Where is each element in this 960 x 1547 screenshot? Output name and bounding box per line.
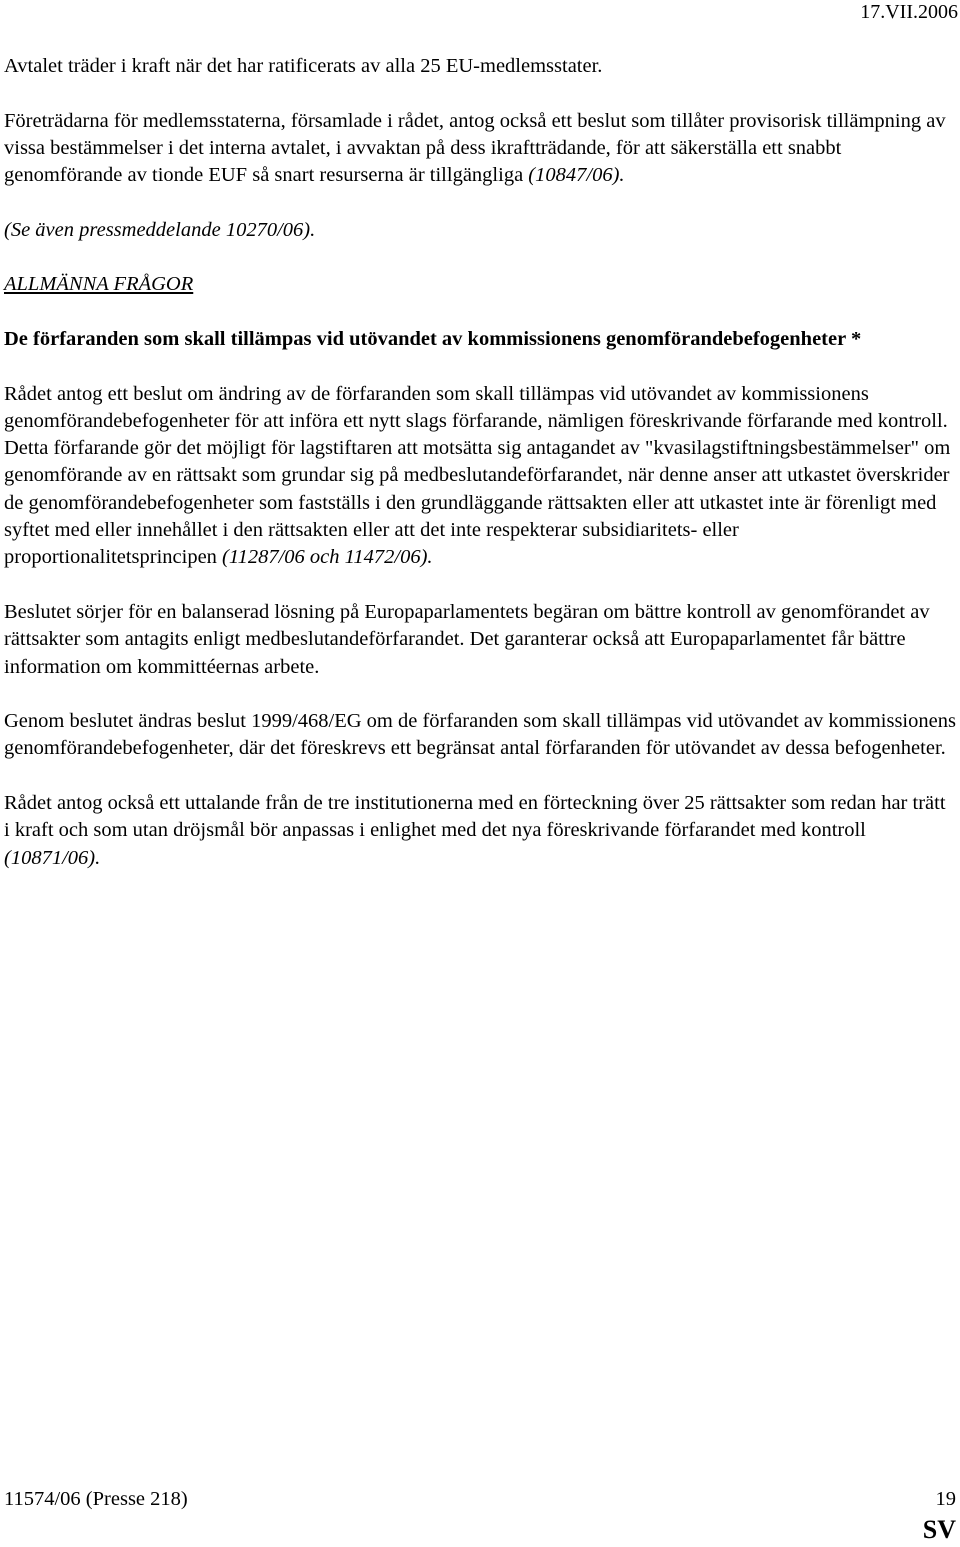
paragraph-text: Företrädarna för medlemsstaterna, församlade i rådet, antog också ett beslut som tillåter provisorisk tillämpning av vissa bestämmelser i det interna avtalet, i avvaktan på dess ikraftträdande, för att säkerställa ett snabbt genomförande av tionde EUF så snart resurserna är tillgängliga (4, 109, 946, 187)
document-reference: (10847/06). (528, 164, 625, 187)
document-date: 17.VII.2006 (860, 1, 958, 23)
language-code: SV (922, 1515, 956, 1544)
paragraph-amendment: Genom beslutet ändras beslut 1999/468/EG om de förfaranden som skall tillämpas vid utövandet av kommissionens genomförandebefogenheter, där det föreskrevs ett begränsat antal förfaranden för utövandet av dessa befogenheter. (4, 710, 956, 760)
section-heading: ALLMÄNNA FRÅGOR (4, 273, 194, 296)
page-number: 19 (935, 1488, 956, 1510)
paragraph-provisional-application (4, 108, 956, 190)
document-body (4, 53, 956, 899)
paragraph-text: Rådet antog också ett uttalande från de tre institutionerna med en förteckning över 25 rättsakter som redan har trätt i kraft och som utan dröjsmål bör anpassas i enlighet med det nya föreskrivande förfarandet med kontroll (4, 792, 946, 842)
paragraph-statement (4, 790, 956, 872)
press-release-note: (Se även pressmeddelande 10270/06). (4, 218, 316, 241)
footer-document-reference: 11574/06 (Presse 218) (4, 1488, 188, 1510)
paragraph-procedure-decision (4, 381, 956, 572)
subsection-heading: De förfaranden som skall tillämpas vid utövandet av kommissionens genomförandebefogenheter * (4, 327, 862, 350)
paragraph-balanced-solution: Beslutet sörjer för en balanserad lösning på Europaparlamentets begäran om bättre kontroll av genomförandet av rättsakter som antagits enligt medbeslutandeförfarandet. Det garanterar också att Europaparlamentet får bättre information om kommittéernas arbete. (4, 600, 930, 678)
document-reference: (11287/06 och 11472/06). (222, 546, 433, 569)
document-reference: (10871/06). (4, 846, 101, 869)
paragraph-ratification: Avtalet träder i kraft när det har ratificerats av alla 25 EU-medlemsstater. (4, 55, 603, 77)
paragraph-text: Rådet antog ett beslut om ändring av de förfaranden som skall tillämpas vid utövandet av kommissionens genomförandebefogenheter för att införa ett nytt slags förfarande, nämligen föreskrivande förfarande med kontroll. Detta förfarande gör det möjligt för lagstiftaren att motsätta sig antagandet av "kvasilagstiftningsbestämmelser" om genomförande av en rättsakt som grundar sig på medbeslutandeförfarandet, när denne anser att utkastet överskrider de genomförandebefogenheter som fastställs i den grundläggande rättsakten eller att utkastet inte är förenligt med syftet med eller innehållet i den rättsakten eller att det inte respekterar subsidiaritets- eller proportionalitetsprincipen (4, 382, 951, 569)
